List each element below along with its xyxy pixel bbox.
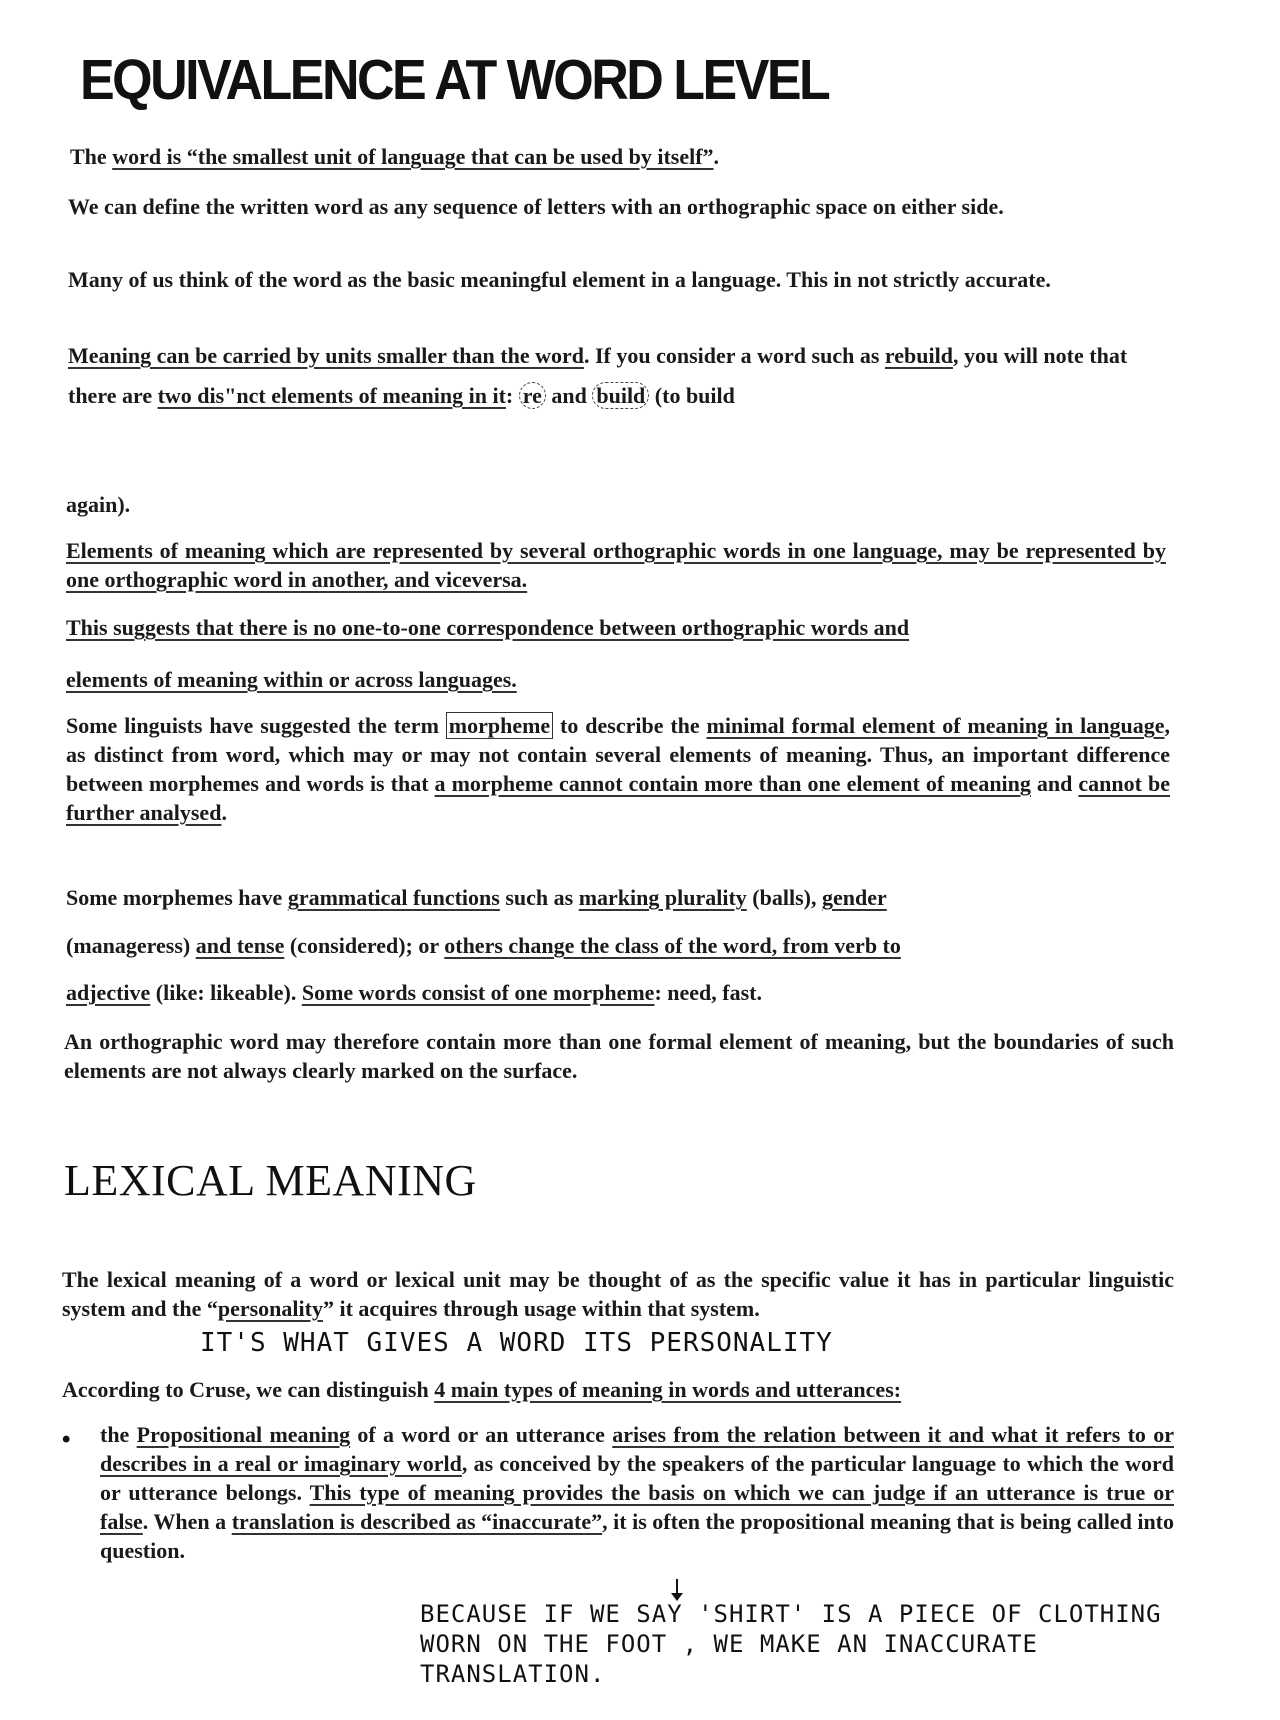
paragraph-morpheme	[66, 711, 1170, 827]
underlined-text: and tense	[195, 933, 285, 958]
paragraph-morpheme-functions-line3	[66, 978, 1186, 1007]
text: (like: likeable).	[150, 980, 302, 1005]
text: and	[545, 383, 593, 408]
text: (to build	[649, 383, 735, 408]
text: , you will note that there are	[68, 343, 1128, 408]
circled-text: re	[519, 382, 546, 409]
handwritten-note-personality: IT'S WHAT GIVES A WORD ITS PERSONALITY	[200, 1328, 833, 1358]
text: Some morphemes have	[66, 885, 288, 910]
bullet-marker: •	[62, 1426, 71, 1453]
text: According to Cruse, we can distinguish	[62, 1377, 435, 1402]
handwritten-note-line1: BECAUSE IF WE SAY 'SHIRT' IS A PIECE OF CLOTHING	[420, 1600, 1162, 1628]
paragraph-cruse-types	[62, 1375, 1182, 1404]
boxed-text: morpheme	[446, 712, 553, 739]
paragraph-written-word: We can define the written word as any sequence of letters with an orthographic space on either side.	[68, 194, 1004, 219]
text: (manageress)	[66, 933, 196, 958]
text: .	[221, 800, 227, 825]
text: . If you consider a word such as	[583, 343, 885, 368]
paragraph-again: again).	[66, 492, 131, 517]
paragraph-correspondence-line2: elements of meaning within or across languages.	[66, 667, 517, 692]
text: :	[505, 383, 519, 408]
text: The lexical meaning of a word or lexical unit may be thought of as the specific value it has in particular linguistic system and the “	[62, 1267, 1174, 1321]
underlined-text: a morpheme cannot contain more than one element of meaning	[434, 771, 1031, 796]
bold-text: the	[100, 1422, 137, 1447]
text: , as conceived by the speakers of the particular language to which the word or utterance belongs.	[100, 1451, 1174, 1505]
text: .	[713, 144, 720, 169]
text: to describe the	[553, 713, 707, 738]
paragraph-word-definition	[70, 142, 1190, 171]
text: (considered); or	[284, 933, 445, 958]
underlined-text: minimal formal element of meaning in language	[706, 713, 1165, 738]
handwritten-note-line2: WORN ON THE FOOT , WE MAKE AN INACCURATE	[420, 1630, 1038, 1658]
text: such as	[499, 885, 579, 910]
term-propositional-meaning: Propositional meaning	[136, 1422, 351, 1447]
paragraph-basic-element: Many of us think of the word as the basic meaningful element in a language. This in not strictly accurate.	[68, 267, 1051, 292]
underlined-text: rebuild	[884, 343, 953, 368]
text: , it is often the propositional meaning that is being called into question.	[100, 1509, 1175, 1563]
underlined-text: translation is described as “inaccurate”	[231, 1509, 603, 1534]
underlined-text: two dis"nct elements of meaning in it	[157, 383, 506, 408]
underlined-text: This type of meaning provides the basis on which we can judge if an utterance is true or false	[100, 1480, 1174, 1534]
underlined-text: grammatical functions	[287, 885, 500, 910]
paragraph-propositional-meaning	[100, 1420, 1174, 1565]
underlined-text: marking plurality	[578, 885, 747, 910]
paragraph-correspondence-line1: This suggests that there is no one-to-one correspondence between orthographic words and	[66, 615, 910, 640]
paragraph-elements-of-meaning: Elements of meaning which are represented by several orthographic words in one language, may be represented by one orthographic word in another, and viceversa.	[66, 538, 1166, 592]
text: (balls),	[746, 885, 822, 910]
page-title: EQUIVALENCE AT WORD LEVEL	[80, 49, 829, 112]
underlined-text: Some words consist of one morpheme	[301, 980, 655, 1005]
arrow-down-icon	[676, 1579, 678, 1597]
underlined-text: arises from the relation between it and what it refers to or describes in a real or imaginary world	[100, 1422, 1174, 1476]
section-heading-lexical-meaning: LEXICAL MEANING	[64, 1156, 477, 1205]
underlined-text: word is “the smallest unit of language that can be used by itself”	[112, 144, 714, 169]
underlined-text: Meaning can be carried by units smaller than the word	[68, 343, 584, 368]
underlined-text: cannot be further analysed	[66, 771, 1171, 825]
text: ” it acquires through usage within that system.	[322, 1296, 760, 1321]
paragraph-smaller-units	[68, 336, 1168, 416]
text: : need, fast.	[654, 980, 762, 1005]
underlined-text: gender	[821, 885, 887, 910]
underlined-text: others change the class of the word, from verb to	[444, 933, 901, 958]
text: The	[70, 144, 113, 169]
handwritten-note-line3: TRANSLATION.	[420, 1660, 606, 1688]
text: . When a	[142, 1509, 232, 1534]
text: and	[1030, 771, 1079, 796]
paragraph-morpheme-functions-line1	[66, 883, 1186, 912]
text: of a word or an utterance	[350, 1422, 613, 1447]
text: Some linguists have suggested the term	[66, 713, 446, 738]
underlined-text: 4 main types of meaning in words and utterances:	[434, 1377, 902, 1402]
text: , as distinct from word, which may or may not contain several elements of meaning. Thus, an important difference between morphemes and words is that	[66, 713, 1170, 796]
paragraph-morpheme-functions-line2	[66, 931, 1186, 960]
paragraph-orthographic-word: An orthographic word may therefore contain more than one formal element of meaning, but the boundaries of such elements are not always clearly marked on the surface.	[64, 1029, 1174, 1083]
paragraph-lexical-meaning	[62, 1265, 1174, 1323]
circled-text: build	[592, 382, 649, 409]
underlined-text: personality	[217, 1296, 323, 1321]
underlined-text: adjective	[66, 980, 151, 1005]
